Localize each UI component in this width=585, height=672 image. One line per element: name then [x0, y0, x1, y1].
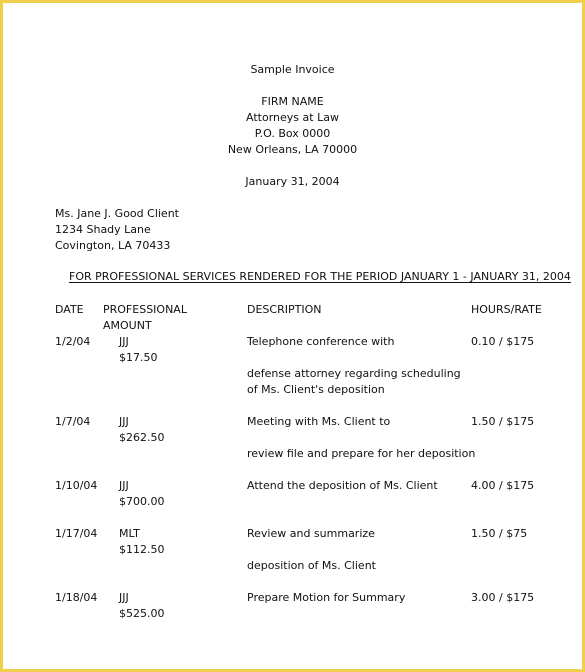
entry-description-line: Review and summarize [247, 527, 375, 540]
client-address-line1: 1234 Shady Lane [55, 223, 151, 236]
entry-professional: JJJ [119, 479, 129, 492]
entry-professional: JJJ [119, 335, 129, 348]
column-header-hours-rate: HOURS/RATE [471, 303, 542, 316]
service-period: FOR PROFESSIONAL SERVICES RENDERED FOR THE PERIOD JANUARY 1 - JANUARY 31, 2004 [69, 270, 571, 283]
entry-description-line: Meeting with Ms. Client to [247, 415, 391, 428]
entry-hours-rate: 0.10 / $175 [471, 335, 535, 348]
entry-hours-rate: 3.00 / $175 [471, 591, 535, 604]
entry-date: 1/2/04 [55, 335, 91, 348]
firm-po-box: P.O. Box 0000 [254, 127, 331, 140]
entry-amount: $525.00 [119, 607, 165, 620]
column-header-amount: AMOUNT [103, 319, 152, 332]
column-header-description: DESCRIPTION [247, 303, 322, 316]
entry-hours-rate: 1.50 / $175 [471, 415, 535, 428]
invoice-date: January 31, 2004 [245, 175, 340, 188]
entry-date: 1/7/04 [55, 415, 91, 428]
firm-line-attorneys: Attorneys at Law [246, 111, 339, 124]
entry-description-line: of Ms. Client's deposition [247, 383, 385, 396]
entry-description-line: defense attorney regarding scheduling [247, 367, 461, 380]
entry-description-line: deposition of Ms. Client [247, 559, 376, 572]
column-header-date: DATE [55, 303, 84, 316]
client-address-line2: Covington, LA 70433 [55, 239, 171, 252]
entry-professional: MLT [119, 527, 140, 540]
entry-professional: JJJ [119, 591, 129, 604]
client-name: Ms. Jane J. Good Client [55, 207, 179, 220]
entry-amount: $262.50 [119, 431, 165, 444]
firm-city: New Orleans, LA 70000 [227, 143, 358, 156]
entry-description-line: Prepare Motion for Summary [247, 591, 406, 604]
entry-amount: $17.50 [119, 351, 158, 364]
invoice-title: Sample Invoice [250, 63, 335, 76]
entry-date: 1/17/04 [55, 527, 98, 540]
firm-name: FIRM NAME [261, 95, 324, 108]
entry-date: 1/18/04 [55, 591, 98, 604]
entry-amount: $700.00 [119, 495, 165, 508]
entry-description-line: review file and prepare for her deposition [247, 447, 476, 460]
entry-date: 1/10/04 [55, 479, 98, 492]
column-header-professional: PROFESSIONAL [103, 303, 187, 316]
entry-amount: $112.50 [119, 543, 165, 556]
entry-professional: JJJ [119, 415, 129, 428]
entry-description-line: Attend the deposition of Ms. Client [247, 479, 438, 492]
entry-hours-rate: 1.50 / $75 [471, 527, 528, 540]
entry-hours-rate: 4.00 / $175 [471, 479, 535, 492]
entry-description-line: Telephone conference with [247, 335, 395, 348]
